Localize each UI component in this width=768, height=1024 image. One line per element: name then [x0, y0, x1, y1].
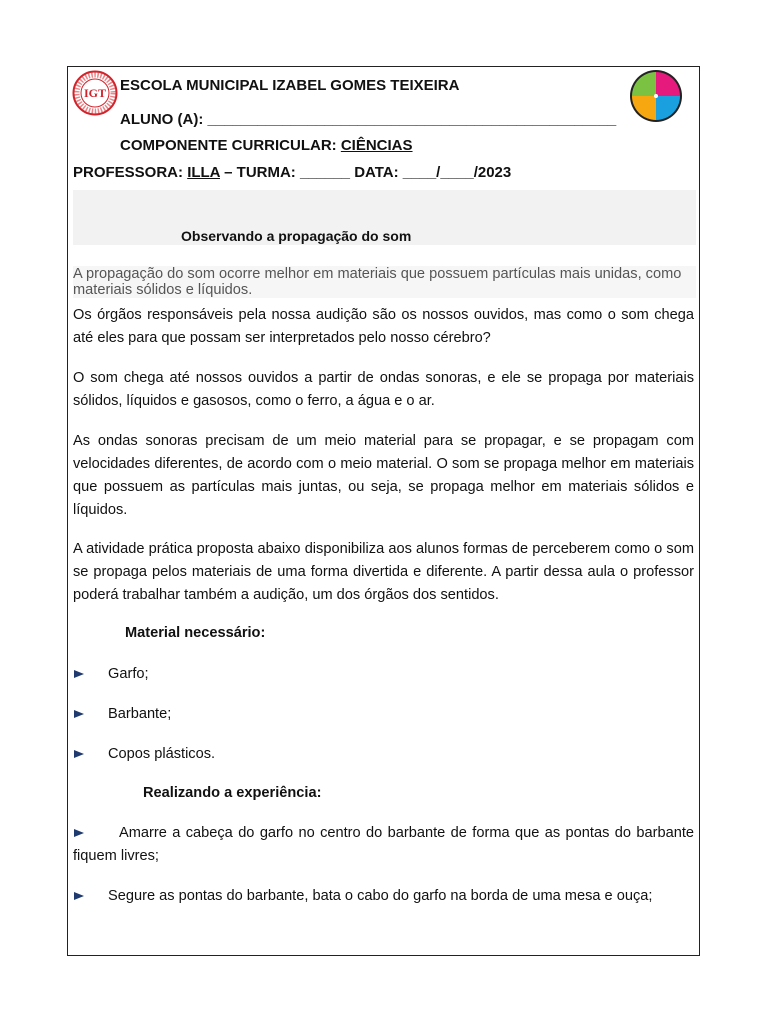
material-item	[73, 663, 694, 686]
experiment-step	[73, 822, 694, 868]
arrow-bullet-icon	[74, 750, 84, 758]
teacher-name: ILLA	[187, 164, 220, 181]
material-item-label: Copos plásticos.	[108, 746, 216, 762]
arrow-bullet-icon	[74, 892, 84, 900]
paragraph-4: A atividade prática proposta abaixo disponibiliza aos alunos formas de perceberem como o som se propaga pelos materiais de uma forma divertida e diferente. A partir dessa aula o professor poderá trabalhar também a audição, um dos órgãos dos sentidos.	[73, 541, 694, 603]
worksheet-title: Observando a propagação do som	[181, 228, 412, 244]
teacher-line	[73, 164, 511, 181]
teacher-label: PROFESSORA:	[73, 164, 184, 181]
logo-text: IGT	[83, 86, 107, 100]
summary-text: A propagação do som ocorre melhor em materiais que possuem partículas mais unidas, como materiais sólidos e líquidos.	[73, 266, 696, 298]
experiment-heading: Realizando a experiência:	[143, 785, 322, 801]
arrow-bullet-icon	[74, 829, 84, 837]
material-item-label: Barbante;	[108, 706, 172, 722]
class-date-fields: – TURMA: ______ DATA: ____/____/2023	[224, 164, 512, 181]
material-item	[73, 743, 694, 766]
material-item-label: Garfo;	[108, 666, 149, 682]
experiment-step-text: Amarre a cabeça do garfo no centro do barbante de forma que as pontas do barbante fiquem livres;	[73, 825, 694, 864]
student-line	[120, 111, 616, 128]
materials-heading: Material necessário:	[125, 625, 266, 641]
component-line	[120, 137, 413, 154]
experiment-step-text: Segure as pontas do barbante, bata o cabo do garfo na borda de uma mesa e ouça;	[108, 888, 653, 904]
material-item	[73, 703, 694, 726]
student-label: ALUNO (A):	[120, 111, 204, 128]
learning-wheel-logo	[628, 70, 684, 122]
paragraph-2: O som chega até nossos ouvidos a partir de ondas sonoras, e ele se propaga por materiais sólidos, líquidos e gasosos, como o ferro, a água e o ar.	[73, 370, 694, 409]
paragraph-1: Os órgãos responsáveis pela nossa audição são os nossos ouvidos, mas como o som chega até eles para que possam ser interpretados pelo nosso cérebro?	[73, 307, 694, 346]
student-blank: _________________________________________________	[207, 111, 617, 128]
component-label: COMPONENTE CURRICULAR:	[120, 137, 337, 154]
arrow-bullet-icon	[74, 670, 84, 678]
paragraph-3: As ondas sonoras precisam de um meio material para se propagar, e se propagam com velocidades diferentes, de acordo com o meio material. O som se propaga melhor em materiais que possuem as partículas mais juntas, ou seja, se propaga melhor em materiais sólidos e líquidos.	[73, 433, 694, 518]
component-value: CIÊNCIAS	[340, 137, 413, 154]
experiment-step	[73, 885, 694, 908]
school-logo	[72, 70, 118, 116]
arrow-bullet-icon	[74, 710, 84, 718]
school-name: ESCOLA MUNICIPAL IZABEL GOMES TEIXEIRA	[120, 77, 460, 94]
